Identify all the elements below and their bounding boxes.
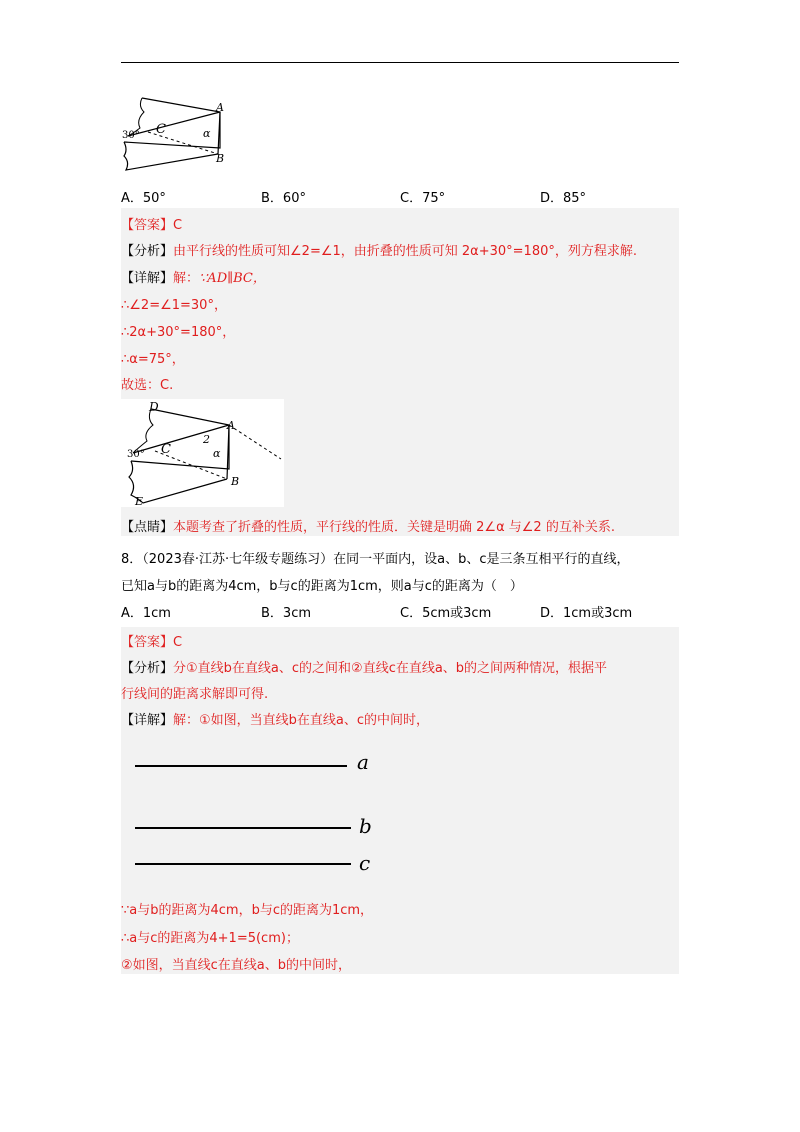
- q8-answer: 【答案】C: [121, 635, 183, 650]
- fig1-label-c: C: [156, 122, 166, 137]
- q7-choose: 故选：C.: [121, 378, 174, 393]
- q7-answer: 【答案】C: [121, 218, 183, 233]
- fig2-label-b: B: [231, 475, 240, 488]
- q7-comment-text: 本题考查了折叠的性质，平行线的性质．关键是明确 2∠α 与∠2 的互补关系.: [173, 520, 615, 535]
- q7-option-b: B．60°: [261, 191, 306, 206]
- fig1-label-b: B: [216, 152, 225, 165]
- q8-option-b: B．3cm: [261, 606, 312, 621]
- q7-option-a: A．50°: [121, 191, 166, 206]
- q8-question-line-1: 8．（2023春·江苏·七年级专题练习）在同一平面内，设a、b、c是三条互相平行的直线，: [121, 552, 630, 567]
- fig2-label-c: C: [161, 442, 171, 457]
- folding-figure-2: [121, 399, 284, 507]
- q7-analysis: [121, 240, 637, 259]
- q7-step-2: ∴2α+30°=180°，: [121, 325, 236, 340]
- q8-detail-text: 解：①如图，当直线b在直线a、c的中间时，: [173, 713, 430, 728]
- q7-option-c: C．75°: [400, 191, 446, 206]
- q8-solution-panel: [121, 627, 679, 974]
- q8-case-2: ②如图，当直线c在直线a、b的中间时，: [121, 958, 352, 973]
- q8-detail: [121, 709, 429, 728]
- fig2-label-e: E: [135, 495, 144, 507]
- q8-option-d: D．1cm或3cm: [540, 606, 633, 621]
- line-label-c: c: [359, 851, 371, 875]
- folding-figure-2-box: [121, 399, 284, 507]
- q7-step-1: ∴∠2=∠1=30°，: [121, 298, 227, 313]
- q8-analysis-2: 行线间的距离求解即可得.: [121, 687, 269, 702]
- line-label-a: a: [357, 750, 369, 774]
- fig2-label-angle: 30°: [127, 449, 145, 460]
- header-rule: [121, 62, 679, 63]
- parallel-lines-figure: [121, 737, 401, 887]
- fig1-label-alpha: α: [203, 127, 211, 140]
- fig2-label-2: 2: [203, 433, 210, 446]
- q7-analysis-tag: 【分析】: [121, 244, 174, 259]
- q7-comment: [121, 516, 615, 535]
- q8-analysis-tag: 【分析】: [121, 661, 174, 676]
- q7-detail-cond: ∵AD∥BC，: [199, 271, 266, 286]
- q7-detail-intro: 解：: [173, 271, 200, 286]
- q8-analysis-text-1: 分①直线b在直线a、c的之间和②直线c在直线a、b的之间两种情况，根据平: [173, 661, 608, 676]
- fig2-label-alpha: α: [213, 447, 221, 460]
- fig1-label-angle: 30°: [122, 130, 140, 141]
- q8-detail-tag: 【详解】: [121, 713, 174, 728]
- q7-detail: [121, 267, 266, 286]
- q7-step-3: ∴α=75°，: [121, 352, 185, 367]
- q7-option-d: D．85°: [540, 191, 587, 206]
- fig2-label-d: D: [149, 400, 159, 414]
- folding-figure-1: [118, 92, 238, 177]
- q8-step-1: ∵a与b的距离为4cm，b与c的距离为1cm，: [121, 903, 374, 918]
- fig2-label-a: A: [227, 419, 235, 432]
- q7-analysis-text: 由平行线的性质可知∠2=∠1，由折叠的性质可知 2α+30°=180°，列方程求解.: [173, 244, 638, 259]
- q8-option-a: A．1cm: [121, 606, 171, 621]
- q8-analysis-1: [121, 657, 607, 676]
- line-label-b: b: [359, 814, 372, 838]
- q7-comment-tag: 【点睛】: [121, 520, 174, 535]
- fig1-label-a: A: [216, 101, 224, 114]
- q7-solution-panel: [121, 208, 679, 536]
- q8-step-2: ∴a与c的距离为4+1=5(cm)；: [121, 931, 299, 946]
- q7-detail-tag: 【详解】: [121, 271, 174, 286]
- q8-question-line-2: 已知a与b的距离为4cm，b与c的距离为1cm，则a与c的距离为（ ）: [121, 579, 523, 594]
- q8-option-c: C．5cm或3cm: [400, 606, 492, 621]
